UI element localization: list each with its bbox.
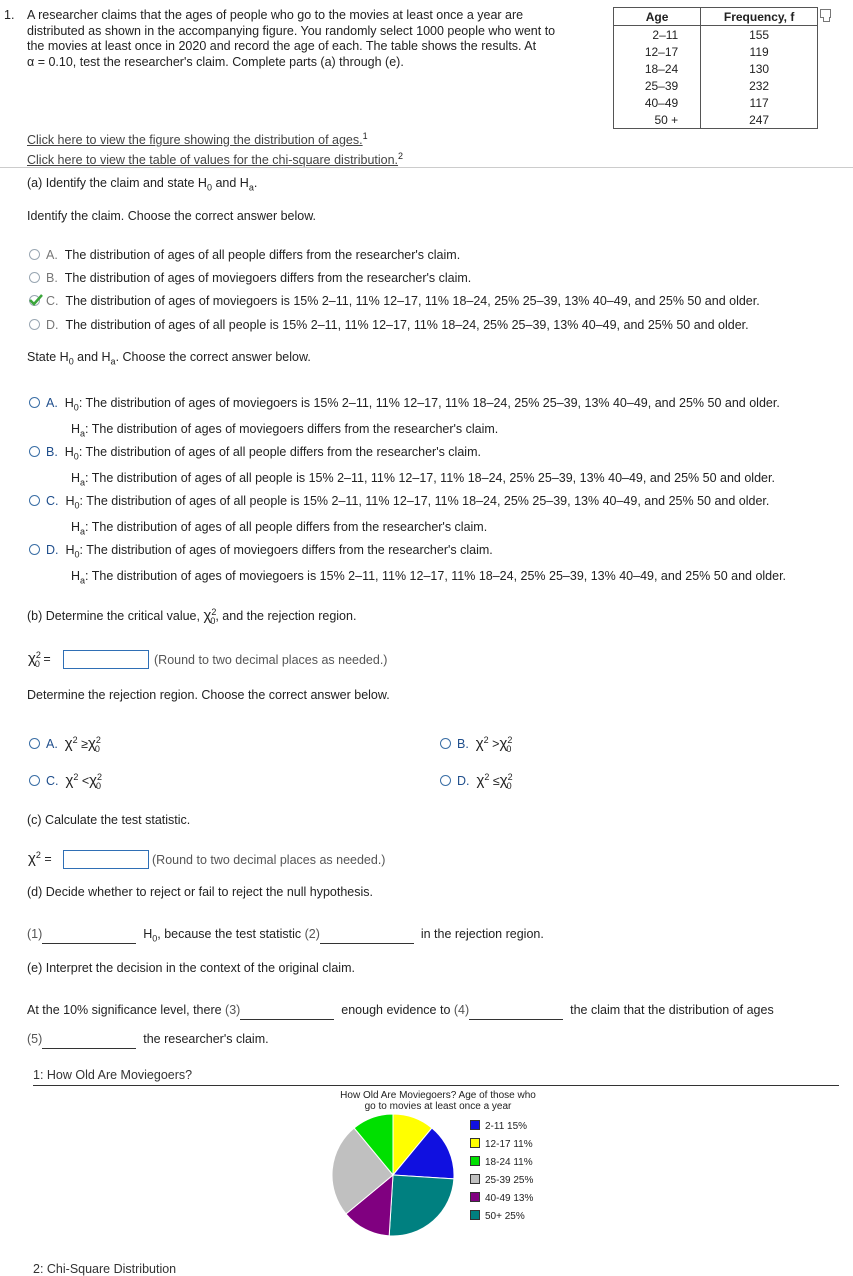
chi-square-table-link[interactable]: Click here to view the table of values for the chi-square distribution. bbox=[27, 153, 399, 168]
checkmark-icon bbox=[28, 293, 44, 307]
legend-item bbox=[470, 1120, 527, 1132]
decision-dropdown-2[interactable] bbox=[320, 929, 414, 944]
interpretation-line-1: At the 10% significance level, there (3) enough evidence to (4) the claim that the distribution of ages bbox=[27, 1003, 774, 1020]
claim-option-a[interactable]: A. The distribution of ages of all people differs from the researcher's claim. bbox=[29, 248, 460, 262]
interpretation-line-2: (5) the researcher's claim. bbox=[27, 1032, 269, 1049]
legend-swatch bbox=[470, 1156, 480, 1166]
frequency-table bbox=[613, 7, 818, 129]
decision-sentence: (1) $H_0$, because the test statistic (2) in the rejection region. bbox=[27, 927, 544, 944]
interpretation-dropdown-5[interactable] bbox=[42, 1034, 136, 1049]
divider bbox=[0, 167, 853, 168]
claim-option-c[interactable]: C. The distribution of ages of moviegoers is 15% 2–11, 11% 12–17, 11% 18–24, 25% 25–39, 13% 40–49, and 25% 50 and older. bbox=[29, 294, 760, 308]
legend-item bbox=[470, 1174, 533, 1186]
radio-button[interactable] bbox=[29, 446, 40, 457]
round-hint: (Round to two decimal places as needed.) bbox=[154, 653, 388, 667]
hypothesis-option-c[interactable]: C. $H_0$: The distribution of ages of all people is 15% 2–11, 11% 12–17, 11% 18–24, 25% 25–39, 13% 40–49, and 25% 50 and older. $H_a$: The distribution of ages of all people differs from the researcher's claim. bbox=[29, 491, 769, 542]
legend-item bbox=[470, 1192, 533, 1204]
claim-option-b[interactable]: B. The distribution of ages of moviegoers differs from the researcher's claim. bbox=[29, 271, 471, 285]
legend-swatch bbox=[470, 1120, 480, 1130]
test-statistic-label: $\chi^2$ = bbox=[28, 850, 52, 868]
footnote-1-title: 1: How Old Are Moviegoers? bbox=[33, 1068, 193, 1082]
radio-button[interactable] bbox=[440, 775, 451, 786]
problem-number: 1. bbox=[4, 8, 15, 22]
age-cell: 50 + bbox=[614, 111, 701, 128]
legend-label: 12-17 11% bbox=[485, 1139, 533, 1150]
freq-cell: 119 bbox=[749, 44, 769, 59]
age-cell: 40–49 bbox=[614, 94, 701, 111]
figure-link[interactable]: Click here to view the figure showing the distribution of ages. bbox=[27, 133, 363, 148]
hypothesis-option-d[interactable]: D. $H_0$: The distribution of ages of moviegoers differs from the researcher's claim. $H_a$: The distribution of ages of moviegoers is 15% 2–11, 11% 12–17, 11% 18–24, 25% 25–39, 13% 40–49, and 25% 50 and older. bbox=[29, 540, 786, 591]
problem-line: the movies at least once in 2020 and record the age of each. The table shows the results. At bbox=[27, 39, 537, 53]
part-b-heading: (b) Determine the critical value, $\chi^2_0$, and the rejection region. bbox=[27, 607, 357, 626]
radio-button-selected[interactable] bbox=[29, 295, 40, 306]
round-hint: (Round to two decimal places as needed.) bbox=[152, 853, 386, 867]
footnote-2-title: 2: Chi-Square Distribution bbox=[33, 1262, 177, 1276]
chart-title-line: go to movies at least once a year bbox=[364, 1101, 512, 1112]
hypothesis-option-a[interactable]: A. $H_0$: The distribution of ages of moviegoers is 15% 2–11, 11% 12–17, 11% 18–24, 25% 25–39, 13% 40–49, and 25% 50 and older. $H_a$: The distribution of ages of moviegoers differs from the researcher's claim. bbox=[29, 393, 780, 444]
footnote-ref-1: 1 bbox=[362, 131, 368, 141]
critical-value-input[interactable] bbox=[63, 650, 149, 669]
decision-dropdown-1[interactable] bbox=[42, 929, 136, 944]
radio-button[interactable] bbox=[29, 249, 40, 260]
rejection-region-prompt: Determine the rejection region. Choose the correct answer below. bbox=[27, 688, 390, 702]
legend-item bbox=[470, 1210, 525, 1222]
legend-swatch bbox=[470, 1174, 480, 1184]
reference-links bbox=[27, 128, 403, 168]
legend-label: 50+ 25% bbox=[485, 1211, 525, 1222]
test-statistic-input[interactable] bbox=[63, 850, 149, 869]
part-d-heading: (d) Decide whether to reject or fail to reject the null hypothesis. bbox=[27, 885, 374, 899]
legend-label: 40-49 13% bbox=[485, 1193, 534, 1204]
age-cell: 18–24 bbox=[614, 60, 701, 77]
freq-cell: 155 bbox=[749, 27, 770, 42]
chart-title-line: How Old Are Moviegoers? Age of those who bbox=[340, 1090, 536, 1101]
problem-line: α = 0.10, test the researcher's claim. Complete parts (a) through (e). bbox=[27, 54, 404, 69]
part-a-heading: (a) Identify the claim and state $H_0$ and $H_a$. bbox=[27, 176, 258, 193]
legend-item bbox=[470, 1156, 533, 1168]
chart-title bbox=[320, 1090, 556, 1112]
radio-button[interactable] bbox=[29, 397, 40, 408]
legend-swatch bbox=[470, 1210, 480, 1220]
claim-option-d[interactable]: D. The distribution of ages of all people is 15% 2–11, 11% 12–17, 11% 18–24, 25% 25–39, 13% 40–49, and 25% 50 and older. bbox=[29, 318, 749, 332]
age-cell: 12–17 bbox=[614, 43, 701, 60]
legend-label: 18-24 11% bbox=[485, 1157, 533, 1168]
radio-button[interactable] bbox=[29, 495, 40, 506]
pie-chart bbox=[330, 1112, 456, 1238]
freq-cell: 232 bbox=[749, 78, 770, 93]
state-hypotheses-prompt: State $H_0$ and $H_a$. Choose the correct answer below. bbox=[27, 350, 311, 367]
region-option-c[interactable]: C. $\chi^2 <\chi^2_0$ bbox=[29, 772, 101, 791]
age-cell: 2–11 bbox=[614, 26, 701, 44]
interpretation-dropdown-3[interactable] bbox=[240, 1005, 334, 1020]
identify-claim-prompt: Identify the claim. Choose the correct answer below. bbox=[27, 209, 317, 223]
problem-text bbox=[27, 8, 597, 70]
freq-cell: 117 bbox=[749, 95, 769, 110]
copy-table-icon[interactable] bbox=[820, 9, 831, 18]
problem-line: A researcher claims that the ages of people who go to the movies at least once a year are bbox=[27, 8, 524, 22]
interpretation-dropdown-4[interactable] bbox=[469, 1005, 563, 1020]
footnote-divider bbox=[33, 1085, 839, 1086]
radio-button[interactable] bbox=[29, 738, 40, 749]
legend-swatch bbox=[470, 1192, 480, 1202]
part-c-heading: (c) Calculate the test statistic. bbox=[27, 813, 191, 827]
region-option-d[interactable]: D. $\chi^2 \le\chi^2_0$ bbox=[440, 772, 512, 791]
freq-cell: 247 bbox=[749, 112, 770, 127]
region-option-b[interactable]: B. $\chi^2 >\chi^2_0$ bbox=[440, 735, 511, 754]
col-header-frequency: Frequency, f bbox=[701, 8, 817, 26]
part-e-heading: (e) Interpret the decision in the context of the original claim. bbox=[27, 961, 355, 975]
radio-button[interactable] bbox=[29, 544, 40, 555]
critical-value-label: $\chi^2_0$ = bbox=[28, 650, 51, 669]
hypothesis-option-b[interactable]: B. $H_0$: The distribution of ages of all people differs from the researcher's claim. $H_a$: The distribution of ages of all people is 15% 2–11, 11% 12–17, 11% 18–24, 25% 25–39, 13% 40–49, and 25% 50 and older. bbox=[29, 442, 775, 493]
pie-slice-50plus bbox=[389, 1175, 454, 1236]
footnote-ref-2: 2 bbox=[398, 151, 404, 162]
radio-button[interactable] bbox=[29, 272, 40, 283]
legend-item bbox=[470, 1138, 533, 1150]
region-option-a[interactable]: A. $\chi^2 \ge\chi^2_0$ bbox=[29, 735, 100, 754]
legend-swatch bbox=[470, 1138, 480, 1148]
col-header-age: Age bbox=[614, 8, 701, 26]
legend-label: 2-11 15% bbox=[485, 1121, 528, 1132]
problem-line: distributed as shown in the accompanying figure. You randomly select 1000 people who went to bbox=[27, 23, 556, 38]
age-cell: 25–39 bbox=[614, 77, 701, 94]
radio-button[interactable] bbox=[440, 738, 451, 749]
legend-label: 25-39 25% bbox=[485, 1175, 534, 1186]
freq-cell: 130 bbox=[749, 61, 770, 76]
radio-button[interactable] bbox=[29, 775, 40, 786]
radio-button[interactable] bbox=[29, 319, 40, 330]
